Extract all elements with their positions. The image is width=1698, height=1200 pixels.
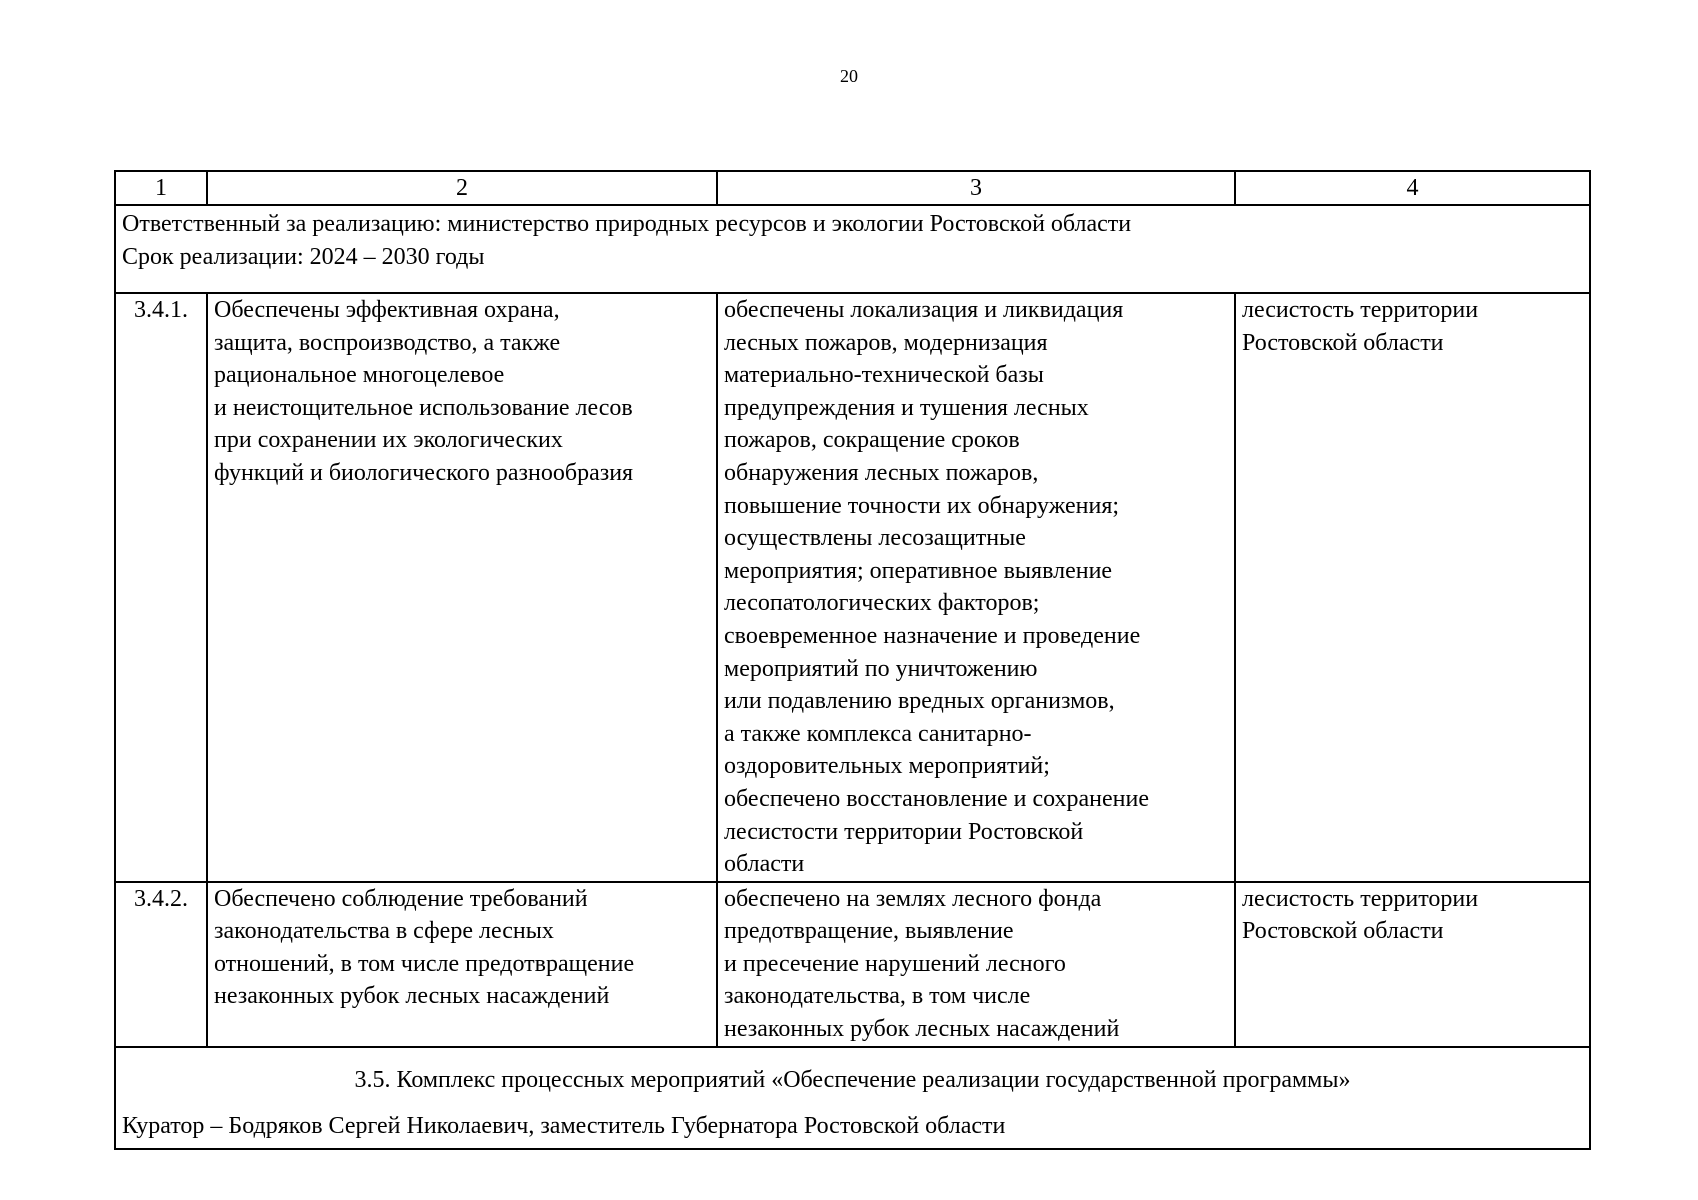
task-cell xyxy=(207,882,717,1047)
responsible-info-row xyxy=(115,205,1590,293)
text-line: а также комплекса санитарно- xyxy=(724,720,1032,747)
curator-text: Куратор – Бодряков Сергей Николаевич, заместитель Губернатора Ростовской области xyxy=(122,1112,1006,1139)
text-line: законодательства в сфере лесных xyxy=(214,918,554,945)
text-line: Обеспечены эффективная охрана, xyxy=(214,297,560,323)
row-number: 3.4.1. xyxy=(115,293,207,882)
section-cell xyxy=(115,1047,1590,1149)
table-row xyxy=(115,293,1590,882)
text-line: осуществлены лесозащитные xyxy=(724,525,1026,552)
page-number: 20 xyxy=(840,66,858,86)
text-line: мероприятия; оперативное выявление xyxy=(724,557,1113,584)
text-line: функций и биологического разнообразия xyxy=(214,459,634,486)
column-number-4: 4 xyxy=(1235,171,1590,205)
result-cell xyxy=(717,882,1235,1047)
text-line: лесистость территории xyxy=(1242,885,1479,912)
column-number-3: 3 xyxy=(717,171,1235,205)
column-number-2: 2 xyxy=(207,171,717,205)
term-text: Срок реализации: 2024 – 2030 годы xyxy=(122,243,485,270)
text-line: лесных пожаров, модернизация xyxy=(724,329,1048,356)
text-line: оздоровительных мероприятий; xyxy=(724,753,1050,780)
text-line: лесистость территории xyxy=(1242,297,1479,323)
text-line: или подавлению вредных организмов, xyxy=(724,688,1115,715)
text-line: лесистости территории Ростовской xyxy=(724,818,1084,845)
text-line: мероприятий по уничтожению xyxy=(724,655,1038,682)
program-table xyxy=(114,170,1591,1150)
task-cell xyxy=(207,293,717,882)
row-number: 3.4.2. xyxy=(115,882,207,1047)
result-cell xyxy=(717,293,1235,882)
indicator-cell xyxy=(1235,293,1590,882)
table-row xyxy=(115,882,1590,1047)
text-line: отношений, в том числе предотвращение xyxy=(214,950,635,977)
text-line: области xyxy=(724,851,805,878)
text-line: повышение точности их обнаружения; xyxy=(724,492,1120,519)
text-line: обнаружения лесных пожаров, xyxy=(724,459,1039,486)
text-line: защита, воспроизводство, а также xyxy=(214,329,561,356)
text-line: предотвращение, выявление xyxy=(724,918,1014,945)
indicator-cell xyxy=(1235,882,1590,1047)
text-line: обеспечено восстановление и сохранение xyxy=(724,785,1149,812)
section-title: 3.5. Комплекс процессных мероприятий «Обеспечение реализации государственной программы» xyxy=(354,1066,1351,1093)
text-line: пожаров, сокращение сроков xyxy=(724,427,1020,454)
text-line: Ростовской области xyxy=(1242,918,1444,945)
text-line: Ростовской области xyxy=(1242,329,1444,356)
text-line: предупреждения и тушения лесных xyxy=(724,394,1089,421)
responsible-text: Ответственный за реализацию: министерство природных ресурсов и экологии Ростовской области xyxy=(122,211,1132,237)
text-line: рациональное многоцелевое xyxy=(214,362,505,389)
text-line: лесопатологических факторов; xyxy=(724,590,1040,617)
text-line: и неистощительное использование лесов xyxy=(214,394,633,421)
responsible-info-cell xyxy=(115,205,1590,293)
section-row xyxy=(115,1047,1590,1149)
column-number-1: 1 xyxy=(115,171,207,205)
text-line: материально-технической базы xyxy=(724,362,1044,389)
text-line: обеспечено на землях лесного фонда xyxy=(724,885,1102,912)
text-line: Обеспечено соблюдение требований xyxy=(214,885,588,912)
text-line: законодательства, в том числе xyxy=(724,983,1031,1010)
text-line: при сохранении их экологических xyxy=(214,427,563,454)
text-line: незаконных рубок лесных насаждений xyxy=(214,983,610,1010)
text-line: незаконных рубок лесных насаждений xyxy=(724,1016,1120,1043)
text-line: и пресечение нарушений лесного xyxy=(724,950,1066,977)
text-line: своевременное назначение и проведение xyxy=(724,622,1141,649)
column-number-row xyxy=(115,171,1590,205)
text-line: обеспечены локализация и ликвидация xyxy=(724,297,1124,323)
